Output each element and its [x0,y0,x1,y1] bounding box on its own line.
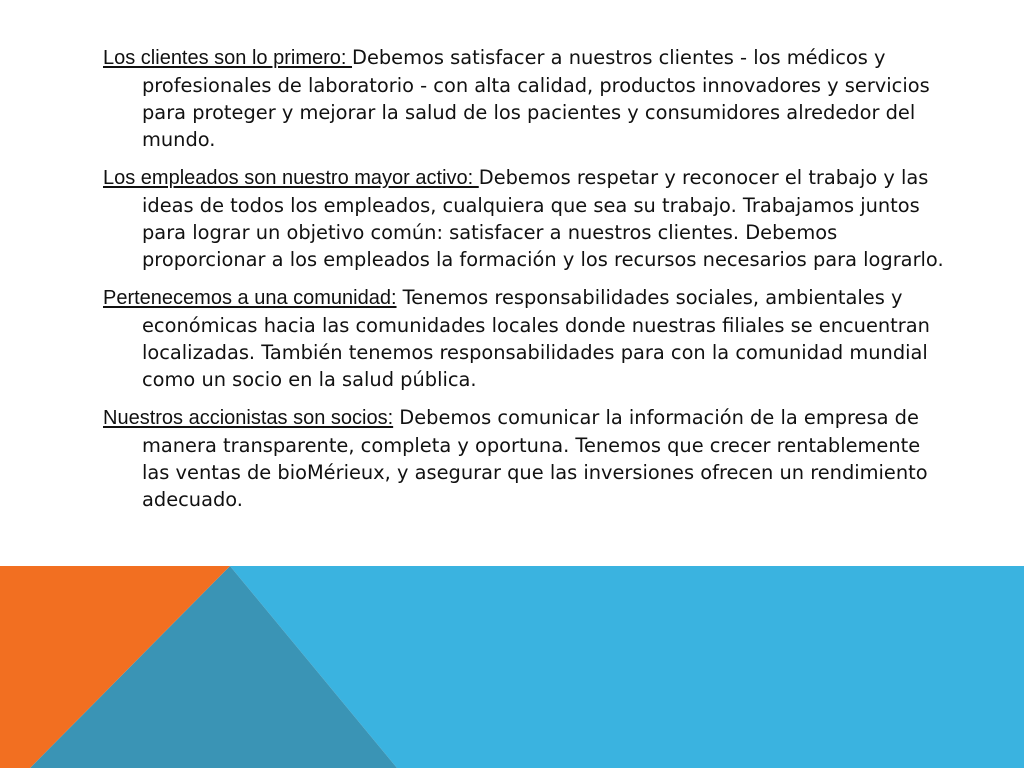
paragraph-heading: Pertenecemos a una comunidad: [103,287,397,309]
paragraph-heading: Nuestros accionistas son socios: [103,407,394,429]
paragraph-heading: Los clientes son lo primero: [103,47,353,69]
paragraph-body: Debemos respetar y reconocer el trabajo y las ideas de todos los empleados, cualquiera que sea su trabajo. Trabajamos juntos para lograr un objetivo común: satisfacer a nuestros clientes. Debemos proporcionar a los empleados la formación y los recursos necesarios para lograrlo. [142,166,944,271]
paragraph-body: Tenemos responsabilidades sociales, ambientales y económicas hacia las comunidades locales donde nuestras filiales se encuentran localizadas. También tenemos responsabilidades para con la comunidad mundial como un socio en la salud pública. [142,286,930,391]
paragraph-heading: Los empleados son nuestro mayor activo: [103,167,479,189]
paragraph-body: Debemos satisfacer a nuestros clientes - los médicos y profesionales de laboratorio - con alta calidad, productos innovadores y servicios para proteger y mejorar la salud de los pacientes y consumidores alrededor del mundo. [142,46,930,151]
paragraph-body: Debemos comunicar la información de la empresa de manera transparente, completa y oportuna. Tenemos que crecer rentablemente las ventas de bioMérieux, y asegurar que las inversiones ofrecen un rendimiento adecuado. [142,406,928,511]
